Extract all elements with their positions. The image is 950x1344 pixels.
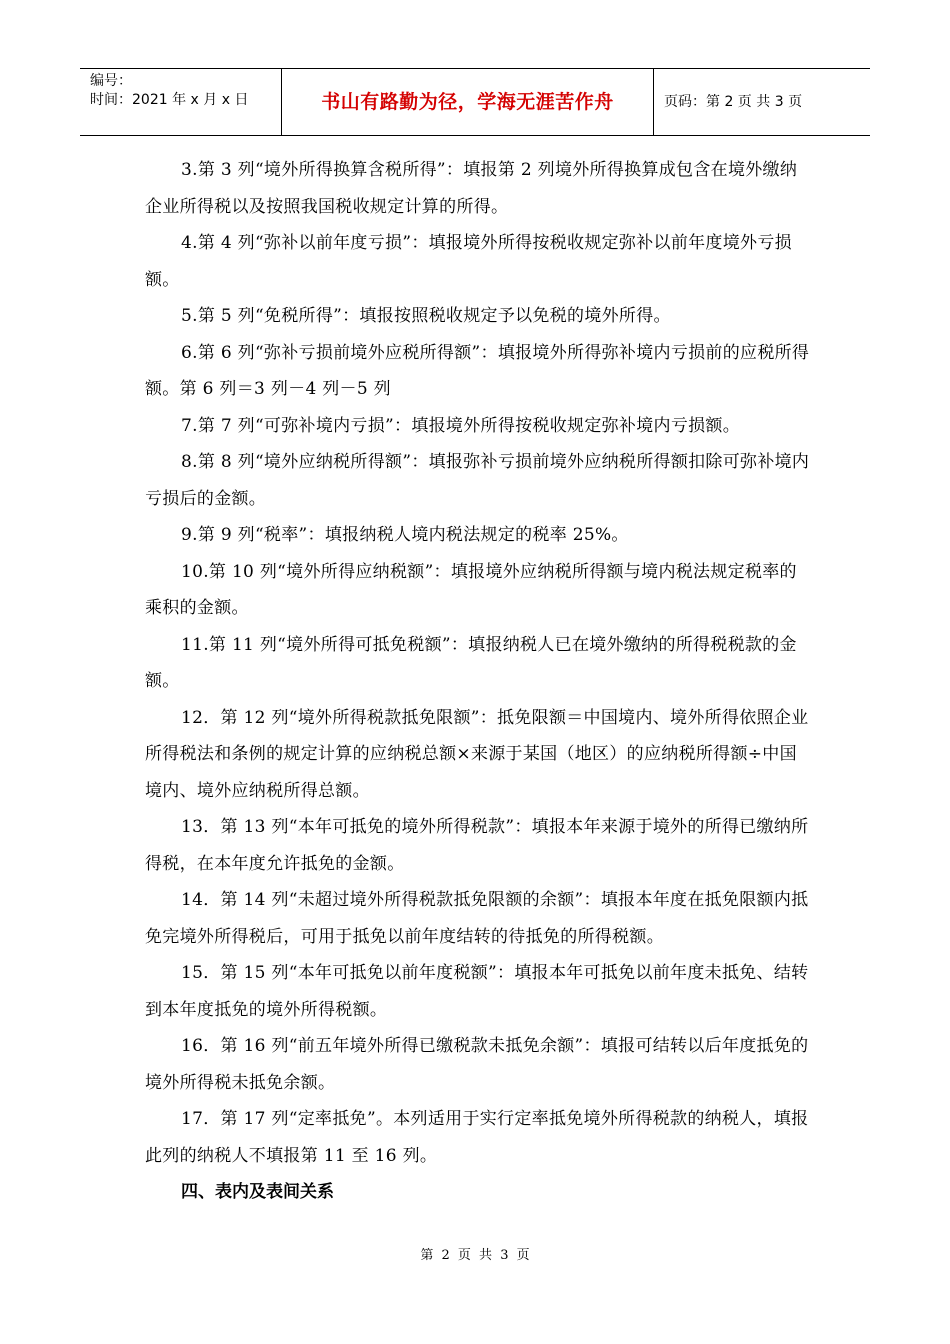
paragraph-7: 7.第 7 列“可弥补境内亏损”：填报境外所得按税收规定弥补境内亏损额。 [181, 415, 741, 436]
page-footer: 第 2 页 共 3 页 [420, 1248, 530, 1263]
paragraph-13: 13．第 13 列“本年可抵免的境外所得税款”：填报本年来源于境外的所得已缴纳所得税，在本年度允许抵免的金额。 [145, 817, 809, 874]
paragraph-17: 17．第 17 列“定率抵免”。本列适用于实行定率抵免境外所得税款的纳税人，填报此列的纳税人不填报第 11 至 16 列。 [145, 1109, 809, 1166]
paragraph-6: 6.第 6 列“弥补亏损前境外应税所得额”：填报境外所得弥补境内亏损前的应税所得额。第 6 列＝3 列－4 列－5 列 [145, 342, 810, 399]
paragraph-11: 11.第 11 列“境外所得可抵免税额”：填报纳税人已在境外缴纳的所得税税款的金额。 [145, 634, 797, 691]
header-page-info: 页码：第 2 页 共 3 页 [664, 94, 803, 110]
paragraph-12: 12．第 12 列“境外所得税款抵免限额”：抵免限额＝中国境内、境外所得依照企业所得税法和条例的规定计算的应纳税总额×来源于某国（地区）的应纳税所得额÷中国境内、境外应纳税所得总额。 [145, 707, 809, 801]
paragraph-10: 10.第 10 列“境外所得应纳税额”：填报境外应纳税所得额与境内税法规定税率的乘积的金额。 [145, 561, 797, 618]
paragraph-3: 3.第 3 列“境外所得换算含税所得”：填报第 2 列境外所得换算成包含在境外缴纳企业所得税以及按照我国税收规定计算的所得。 [145, 160, 798, 217]
paragraph-15: 15．第 15 列“本年可抵免以前年度税额”：填报本年可抵免以前年度未抵免、结转到本年度抵免的境外所得税额。 [145, 963, 809, 1020]
page-header [80, 68, 870, 136]
paragraph-14: 14．第 14 列“未超过境外所得税款抵免限额的余额”：填报本年度在抵免限额内抵免完境外所得税后，可用于抵免以前年度结转的待抵免的所得税额。 [145, 890, 809, 947]
paragraph-4: 4.第 4 列“弥补以前年度亏损”：填报境外所得按税收规定弥补以前年度境外亏损额。 [145, 233, 792, 290]
section-heading: 四、表内及表间关系 [181, 1182, 334, 1202]
code-label: 编号： [90, 73, 132, 89]
paragraph-16: 16．第 16 列“前五年境外所得已缴税款未抵免余额”：填报可结转以后年度抵免的境外所得税未抵免余额。 [145, 1036, 809, 1093]
paragraph-9: 9.第 9 列“税率”：填报纳税人境内税法规定的税率 25%。 [181, 525, 629, 545]
date-label: 时间：2021 年 x 月 x 日 [90, 92, 249, 108]
header-meta [80, 69, 282, 135]
document-body [145, 152, 810, 1211]
header-motto: 书山有路勤为径，学海无涯苦作舟 [282, 69, 654, 135]
paragraph-8: 8.第 8 列“境外应纳税所得额”：填报弥补亏损前境外应纳税所得额扣除可弥补境内亏损后的金额。 [145, 452, 810, 509]
paragraph-5: 5.第 5 列“免税所得”：填报按照税收规定予以免税的境外所得。 [181, 306, 671, 326]
